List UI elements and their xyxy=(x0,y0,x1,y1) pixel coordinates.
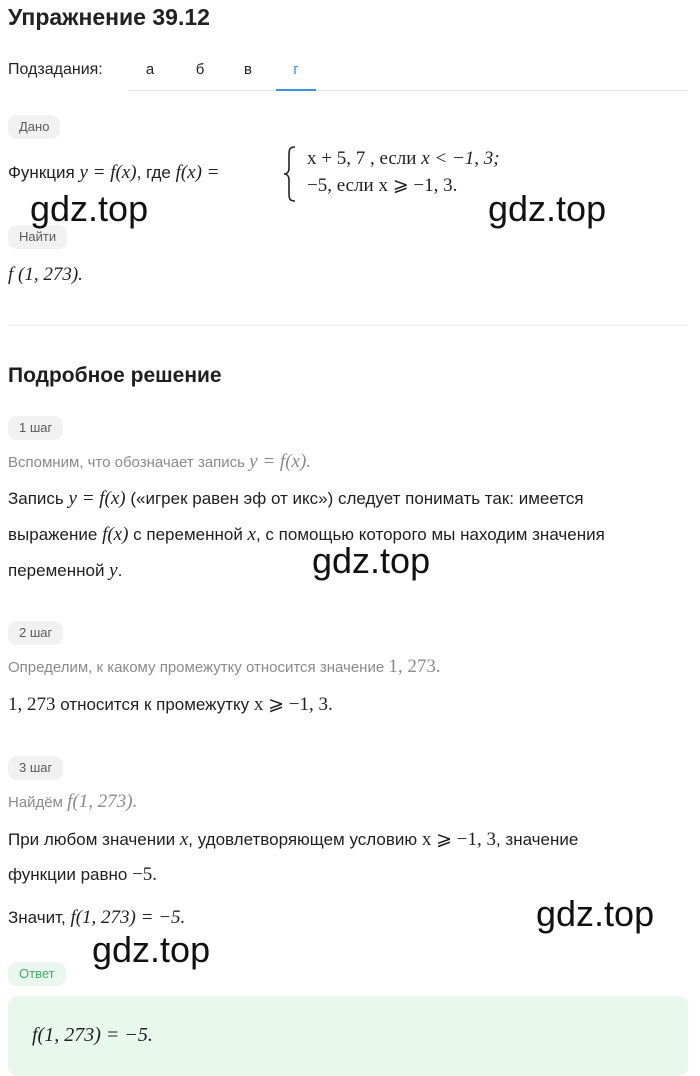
step2-p1-a: относится к промежутку xyxy=(55,695,254,714)
step3-hint-text: Найдём xyxy=(8,794,68,811)
step2-pill: 2 шаг xyxy=(8,621,63,645)
step1-line-2 xyxy=(8,524,605,546)
step1-p2-a: выражение xyxy=(8,525,103,544)
case-1 xyxy=(307,148,500,170)
step3-p1-math1: x xyxy=(179,829,189,850)
step3-p3-math: f(1, 273) = −5. xyxy=(70,907,186,928)
answer-pill: Ответ xyxy=(8,962,66,986)
case1-expr: x + 5, 7 , xyxy=(307,148,375,169)
given-pill: Дано xyxy=(8,115,60,139)
given-function-line xyxy=(8,162,220,184)
case1-if: если xyxy=(379,148,417,169)
step1-p2-math2: x xyxy=(247,524,256,545)
step3-line-2 xyxy=(8,864,157,886)
step3-hint xyxy=(8,791,137,813)
step1-p1-math: y = f(x) xyxy=(68,488,126,509)
step3-pill: 3 шаг xyxy=(8,756,63,780)
step1-hint xyxy=(8,451,311,473)
step1-p1-a: Запись xyxy=(8,489,69,508)
step2-p1-math1: 1, 273 xyxy=(8,694,56,715)
step1-p3-b: . xyxy=(117,561,123,580)
step1-line-3 xyxy=(8,560,122,582)
case2-if: если xyxy=(336,175,374,196)
find-expr: f (1, 273). xyxy=(8,264,83,285)
tab-v[interactable]: в xyxy=(244,61,252,78)
tab-g[interactable]: г xyxy=(276,56,316,91)
answer-box xyxy=(8,996,688,1076)
step1-hint-text: Вспомним, что обозначает запись xyxy=(8,454,250,471)
step2-hint xyxy=(8,656,441,678)
given-y-eq: y = f(x) xyxy=(79,162,137,183)
watermark: gdz.top xyxy=(30,188,149,229)
step3-p2-math: −5. xyxy=(132,864,158,885)
answer-expr: f(1, 273) = −5. xyxy=(32,1024,153,1046)
step3-line-3 xyxy=(8,907,185,929)
step2-p1-math2: x ⩾ −1, 3. xyxy=(253,694,333,715)
step3-p1-b: , удовлетворяющем условию xyxy=(188,830,422,849)
case2-expr: −5, xyxy=(307,175,332,196)
tab-a[interactable]: а xyxy=(145,61,155,78)
step3-line-1 xyxy=(8,828,578,851)
find-pill: Найти xyxy=(8,225,67,249)
case2-cond: x ⩾ −1, 3. xyxy=(378,175,458,196)
tab-b[interactable]: б xyxy=(195,61,205,78)
page-title: Упражнение 39.12 xyxy=(8,4,210,30)
step1-p1-b: («игрек равен эф от икс») следует понимать так: имеется xyxy=(125,489,584,508)
watermark: gdz.top xyxy=(312,540,431,581)
step1-p2-c: , с помощью которого мы находим значения xyxy=(255,525,605,544)
step3-p3-a: Значит, xyxy=(8,908,71,927)
case1-cond: x < −1, 3; xyxy=(421,148,500,169)
step1-line-1 xyxy=(8,488,584,510)
step2-hint-text: Определим, к какому промежутку относится значение xyxy=(8,659,389,676)
step1-pill: 1 шаг xyxy=(8,416,63,440)
step3-p1-math2: x ⩾ −1, 3 xyxy=(421,829,496,850)
step1-p3-a: переменной xyxy=(8,561,110,580)
case-2 xyxy=(307,174,457,197)
subtasks-label: Подзадания: xyxy=(8,61,103,78)
subtask-tabs xyxy=(128,56,688,91)
step3-p1-a: При любом значении xyxy=(8,830,180,849)
watermark: gdz.top xyxy=(92,929,211,970)
step2-line-1 xyxy=(8,693,333,716)
solution-heading: Подробное решение xyxy=(8,364,222,387)
step3-p2-a: функции равно xyxy=(8,865,133,884)
step3-p1-c: , значение xyxy=(495,830,579,849)
watermark: gdz.top xyxy=(536,893,655,934)
given-lead: Функция xyxy=(8,163,75,182)
step2-hint-math: 1, 273. xyxy=(388,656,441,677)
given-where: , где xyxy=(136,163,171,182)
brace-icon xyxy=(283,146,297,202)
watermark: gdz.top xyxy=(488,188,607,229)
step1-p2-math1: f(x) xyxy=(102,524,129,545)
section-divider xyxy=(8,325,688,326)
given-f-eq: f(x) = xyxy=(175,162,220,183)
step1-hint-math: y = f(x). xyxy=(249,451,312,472)
step3-hint-math: f(1, 273). xyxy=(67,791,138,812)
step1-p2-b: с переменной xyxy=(128,525,248,544)
step1-p3-math: y xyxy=(109,560,118,581)
